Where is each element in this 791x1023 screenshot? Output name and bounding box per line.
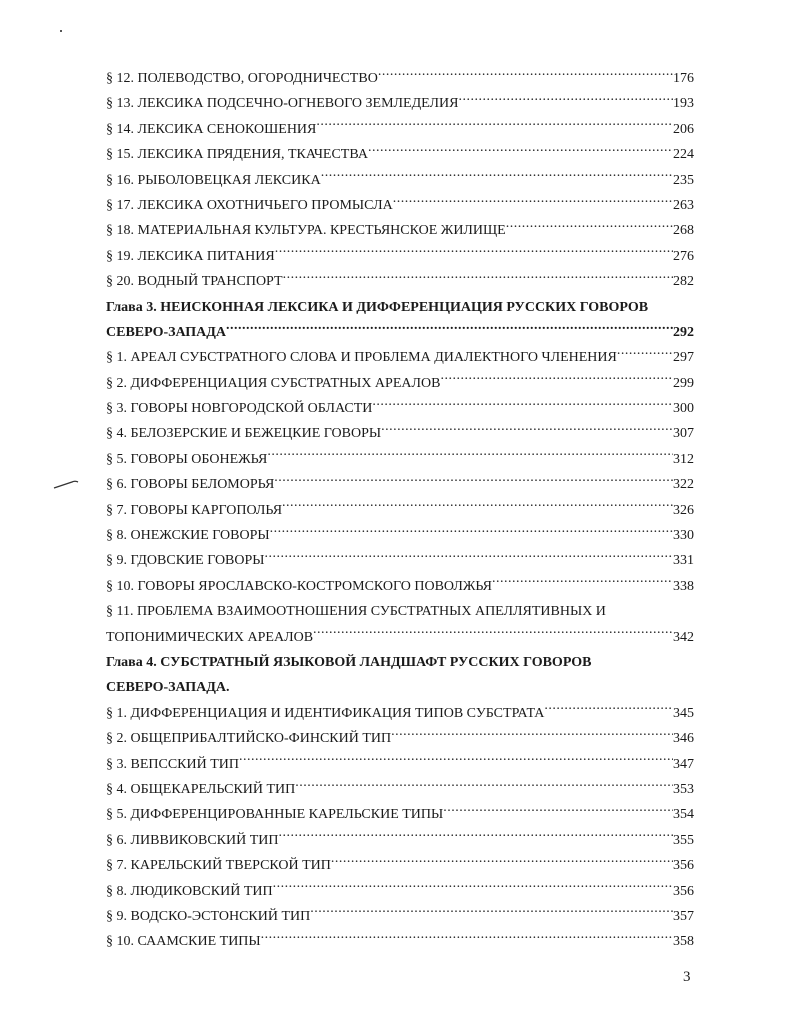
chapter-heading: Глава 4. СУБСТРАТНЫЙ ЯЗЫКОВОЙ ЛАНДШАФТ РУССКИХ ГОВОРОВ: [106, 654, 592, 670]
toc-entry: § 3. ГОВОРЫ НОВГОРОДСКОЙ ОБЛАСТИ ..... 300: [106, 396, 694, 421]
toc-entry: § 8. ОНЕЖСКИЕ ГОВОРЫ ..... 330: [106, 523, 694, 548]
toc-entry-continuation: ТОПОНИМИЧЕСКИХ АРЕАЛОВ ..... 342: [106, 625, 694, 650]
toc-entry: § 3. ВЕПССКИЙ ТИП ..... 347: [106, 752, 694, 777]
toc-entry: § 12. ПОЛЕВОДСТВО, ОГОРОДНИЧЕСТВО ..... 176: [106, 66, 694, 91]
toc-entry: § 7. КАРЕЛЬСКИЙ ТВЕРСКОЙ ТИП ..... 356: [106, 853, 694, 878]
toc-entry: § 5. ДИФФЕРЕНЦИРОВАННЫЕ КАРЕЛЬСКИЕ ТИПЫ ..... 354: [106, 802, 694, 827]
toc-entry: § 19. ЛЕКСИКА ПИТАНИЯ ..... 276: [106, 244, 694, 269]
scan-speck: [60, 30, 62, 32]
chapter-heading: Глава 3. НЕИСКОННАЯ ЛЕКСИКА И ДИФФЕРЕНЦИАЦИЯ РУССКИХ ГОВОРОВ: [106, 299, 649, 315]
toc-entry: § 7. ГОВОРЫ КАРГОПОЛЬЯ ..... 326: [106, 498, 694, 523]
toc-entry: § 8. ЛЮДИКОВСКИЙ ТИП ..... 356: [106, 879, 694, 904]
toc-entry: § 2. ДИФФЕРЕНЦИАЦИЯ СУБСТРАТНЫХ АРЕАЛОВ ..... 299: [106, 371, 694, 396]
toc-entry: § 10. ГОВОРЫ ЯРОСЛАВСКО-КОСТРОМСКОГО ПОВОЛЖЬЯ ..... 338: [106, 574, 694, 599]
chapter-heading-continuation: СЕВЕРО-ЗАПАДА.: [106, 680, 230, 696]
toc-entry: § 20. ВОДНЫЙ ТРАНСПОРТ ..... 282: [106, 269, 694, 294]
toc-entry: § 4. БЕЛОЗЕРСКИЕ И БЕЖЕЦКИЕ ГОВОРЫ ..... 307: [106, 421, 694, 446]
toc-entry: § 1. АРЕАЛ СУБСТРАТНОГО СЛОВА И ПРОБЛЕМА ДИАЛЕКТНОГО ЧЛЕНЕНИЯ ..... 297: [106, 345, 694, 370]
pen-mark-icon: [52, 476, 82, 492]
toc-entry: § 6. ЛИВВИКОВСКИЙ ТИП ..... 355: [106, 828, 694, 853]
toc-entry: § 1. ДИФФЕРЕНЦИАЦИЯ И ИДЕНТИФИКАЦИЯ ТИПОВ СУБСТРАТА ..... 345: [106, 701, 694, 726]
toc-entry: § 6. ГОВОРЫ БЕЛОМОРЬЯ ..... 322: [106, 472, 694, 497]
toc-entry: § 15. ЛЕКСИКА ПРЯДЕНИЯ, ТКАЧЕСТВА ..... 224: [106, 142, 694, 167]
toc-entry-multiline: § 11. ПРОБЛЕМА ВЗАИМООТНОШЕНИЯ СУБСТРАТНЫХ АПЕЛЛЯТИВНЫХ И: [106, 604, 606, 620]
toc-entry: § 4. ОБЩЕКАРЕЛЬСКИЙ ТИП ..... 353: [106, 777, 694, 802]
toc-entry: § 13. ЛЕКСИКА ПОДСЕЧНО-ОГНЕВОГО ЗЕМЛЕДЕЛИЯ ..... 193: [106, 91, 694, 116]
table-of-contents: [106, 66, 694, 955]
toc-entry: § 5. ГОВОРЫ ОБОНЕЖЬЯ ..... 312: [106, 447, 694, 472]
toc-entry: § 18. МАТЕРИАЛЬНАЯ КУЛЬТУРА. КРЕСТЬЯНСКОЕ ЖИЛИЩЕ ..... 268: [106, 218, 694, 243]
toc-entry: § 2. ОБЩЕПРИБАЛТИЙСКО-ФИНСКИЙ ТИП ..... 346: [106, 726, 694, 751]
chapter-heading-continuation: СЕВЕРО-ЗАПАДА ..... 292: [106, 320, 694, 345]
toc-entry: § 9. ВОДСКО-ЭСТОНСКИЙ ТИП ..... 357: [106, 904, 694, 929]
toc-entry: § 14. ЛЕКСИКА СЕНОКОШЕНИЯ ..... 206: [106, 117, 694, 142]
toc-entry: § 17. ЛЕКСИКА ОХОТНИЧЬЕГО ПРОМЫСЛА ..... 263: [106, 193, 694, 218]
page-number: 3: [683, 969, 691, 985]
toc-entry: § 10. СААМСКИЕ ТИПЫ ..... 358: [106, 929, 694, 954]
toc-entry: § 16. РЫБОЛОВЕЦКАЯ ЛЕКСИКА ..... 235: [106, 168, 694, 193]
toc-entry: § 9. ГДОВСКИЕ ГОВОРЫ ..... 331: [106, 548, 694, 573]
